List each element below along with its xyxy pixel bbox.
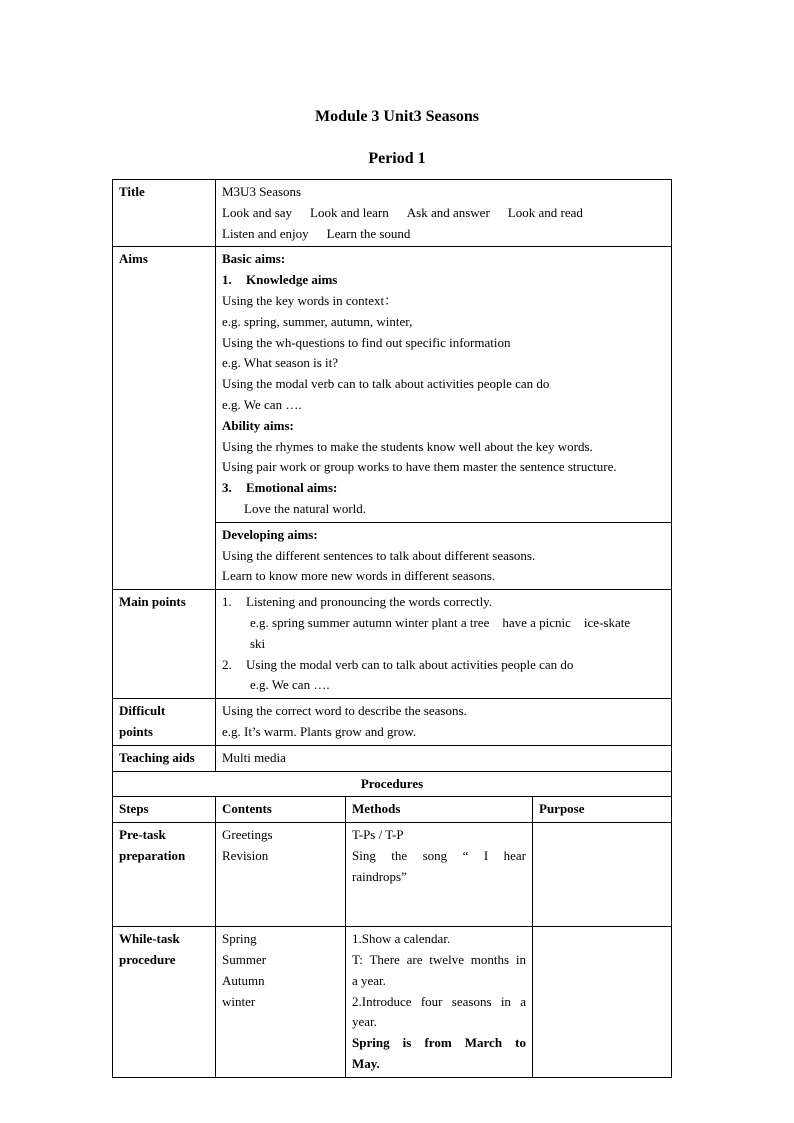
main-point-example: e.g. We can …. [250, 677, 330, 693]
aims-line: e.g. spring, summer, autumn, winter, [222, 313, 413, 329]
header-contents: Contents [216, 797, 346, 823]
aims-line: e.g. We can …. [222, 396, 302, 412]
title-content [216, 180, 672, 247]
activity: Learn the sound [326, 225, 411, 241]
activity: Look and learn [310, 204, 389, 220]
difficult-points-content [216, 699, 672, 746]
method-line: Spring is from March to [352, 1035, 526, 1051]
row-title [113, 180, 672, 247]
content-item: Summer [222, 951, 267, 967]
label-main-points: Main points [113, 590, 216, 699]
activity: Ask and answer [406, 204, 490, 220]
aims-line: Love the natural world. [244, 500, 367, 516]
emotional-aims-heading: 3. Emotional aims: [222, 480, 338, 496]
label-difficult-points: Difficult points [113, 699, 216, 746]
activity: Listen and enjoy [222, 225, 309, 241]
row-main-points [113, 590, 672, 699]
period-title: Period 1 [368, 150, 426, 167]
knowledge-aims-heading: 1. Knowledge aims [222, 272, 338, 288]
activity: Look and read [507, 204, 583, 220]
main-points-content [216, 590, 672, 699]
content-item: Revision [222, 847, 269, 863]
teaching-aids-value: Multi media [216, 745, 672, 771]
method-line: a year. [352, 972, 386, 988]
aims-line: Using the key words in context： [222, 292, 398, 308]
row-teaching-aids [113, 745, 672, 771]
row-procedures-heading [113, 771, 672, 797]
row-pre-task [113, 823, 672, 927]
aims-line: Using the rhymes to make the students know well about the key words. [222, 438, 593, 454]
methods-while-task [346, 927, 533, 1078]
content-item: Greetings [222, 827, 273, 843]
activities-line-2 [222, 224, 665, 245]
contents-while-task [216, 927, 346, 1078]
aims-line: Learn to know more new words in different seasons. [222, 568, 496, 584]
difficult-line: Using the correct word to describe the seasons. [222, 703, 467, 719]
contents-pre-task [216, 823, 346, 927]
main-point: 2. Using the modal verb can to talk about activities people can do [222, 656, 574, 672]
title-line: M3U3 Seasons [222, 184, 302, 199]
content-item: Spring [222, 931, 257, 947]
label-aims: Aims [113, 247, 216, 590]
activities-line-1 [222, 203, 665, 224]
row-difficult-points [113, 699, 672, 746]
aims-line: Using the modal verb can to talk about activities people can do [222, 376, 550, 392]
aims-line: e.g. What season is it? [222, 355, 339, 371]
developing-aims [216, 522, 672, 589]
aims-line: Using the wh-questions to find out specific information [222, 334, 511, 350]
step-pre-task: Pre-task preparation [113, 823, 216, 927]
method-line: May. [352, 1055, 380, 1071]
step-while-task: While-task procedure [113, 927, 216, 1078]
method-line: T: There are twelve months in [352, 951, 526, 967]
lesson-plan-table [112, 179, 672, 1078]
method-line: T-Ps / T-P [352, 827, 404, 843]
method-line: year. [352, 1014, 377, 1030]
main-point-example: e.g. spring summer autumn winter plant a tree have a picnic ice-skate [250, 614, 631, 630]
header-steps: Steps [113, 797, 216, 823]
row-procedures-header [113, 797, 672, 823]
method-line: Sing the song “ I hear [352, 847, 526, 863]
row-aims [113, 247, 672, 522]
procedures-heading: Procedures [113, 771, 672, 797]
difficult-line: e.g. It’s warm. Plants grow and grow. [222, 723, 417, 739]
document-title: Module 3 Unit3 Seasons [314, 108, 480, 125]
ability-aims-heading: Ability aims: [222, 417, 294, 433]
purpose-while-task [533, 927, 672, 1078]
methods-pre-task [346, 823, 533, 927]
content-item: Autumn [222, 972, 265, 988]
content-item: winter [222, 993, 256, 1009]
label-title: Title [113, 180, 216, 247]
header-methods: Methods [346, 797, 533, 823]
purpose-pre-task [533, 823, 672, 927]
row-while-task [113, 927, 672, 1078]
method-line: 2.Introduce four seasons in a [352, 993, 526, 1009]
main-point: 1. Listening and pronouncing the words correctly. [222, 594, 493, 610]
activity: Look and say [222, 204, 293, 220]
header-purpose: Purpose [533, 797, 672, 823]
aims-line: Using pair work or group works to have them master the sentence structure. [222, 459, 617, 475]
basic-aims-heading: Basic aims: [222, 251, 286, 267]
label-teaching-aids: Teaching aids [113, 745, 216, 771]
developing-aims-heading: Developing aims: [222, 526, 318, 542]
method-line: raindrops” [352, 868, 407, 884]
basic-aims [216, 247, 672, 522]
main-point-example: ski [250, 635, 266, 651]
method-line: 1.Show a calendar. [352, 931, 451, 947]
aims-line: Using the different sentences to talk about different seasons. [222, 547, 536, 563]
